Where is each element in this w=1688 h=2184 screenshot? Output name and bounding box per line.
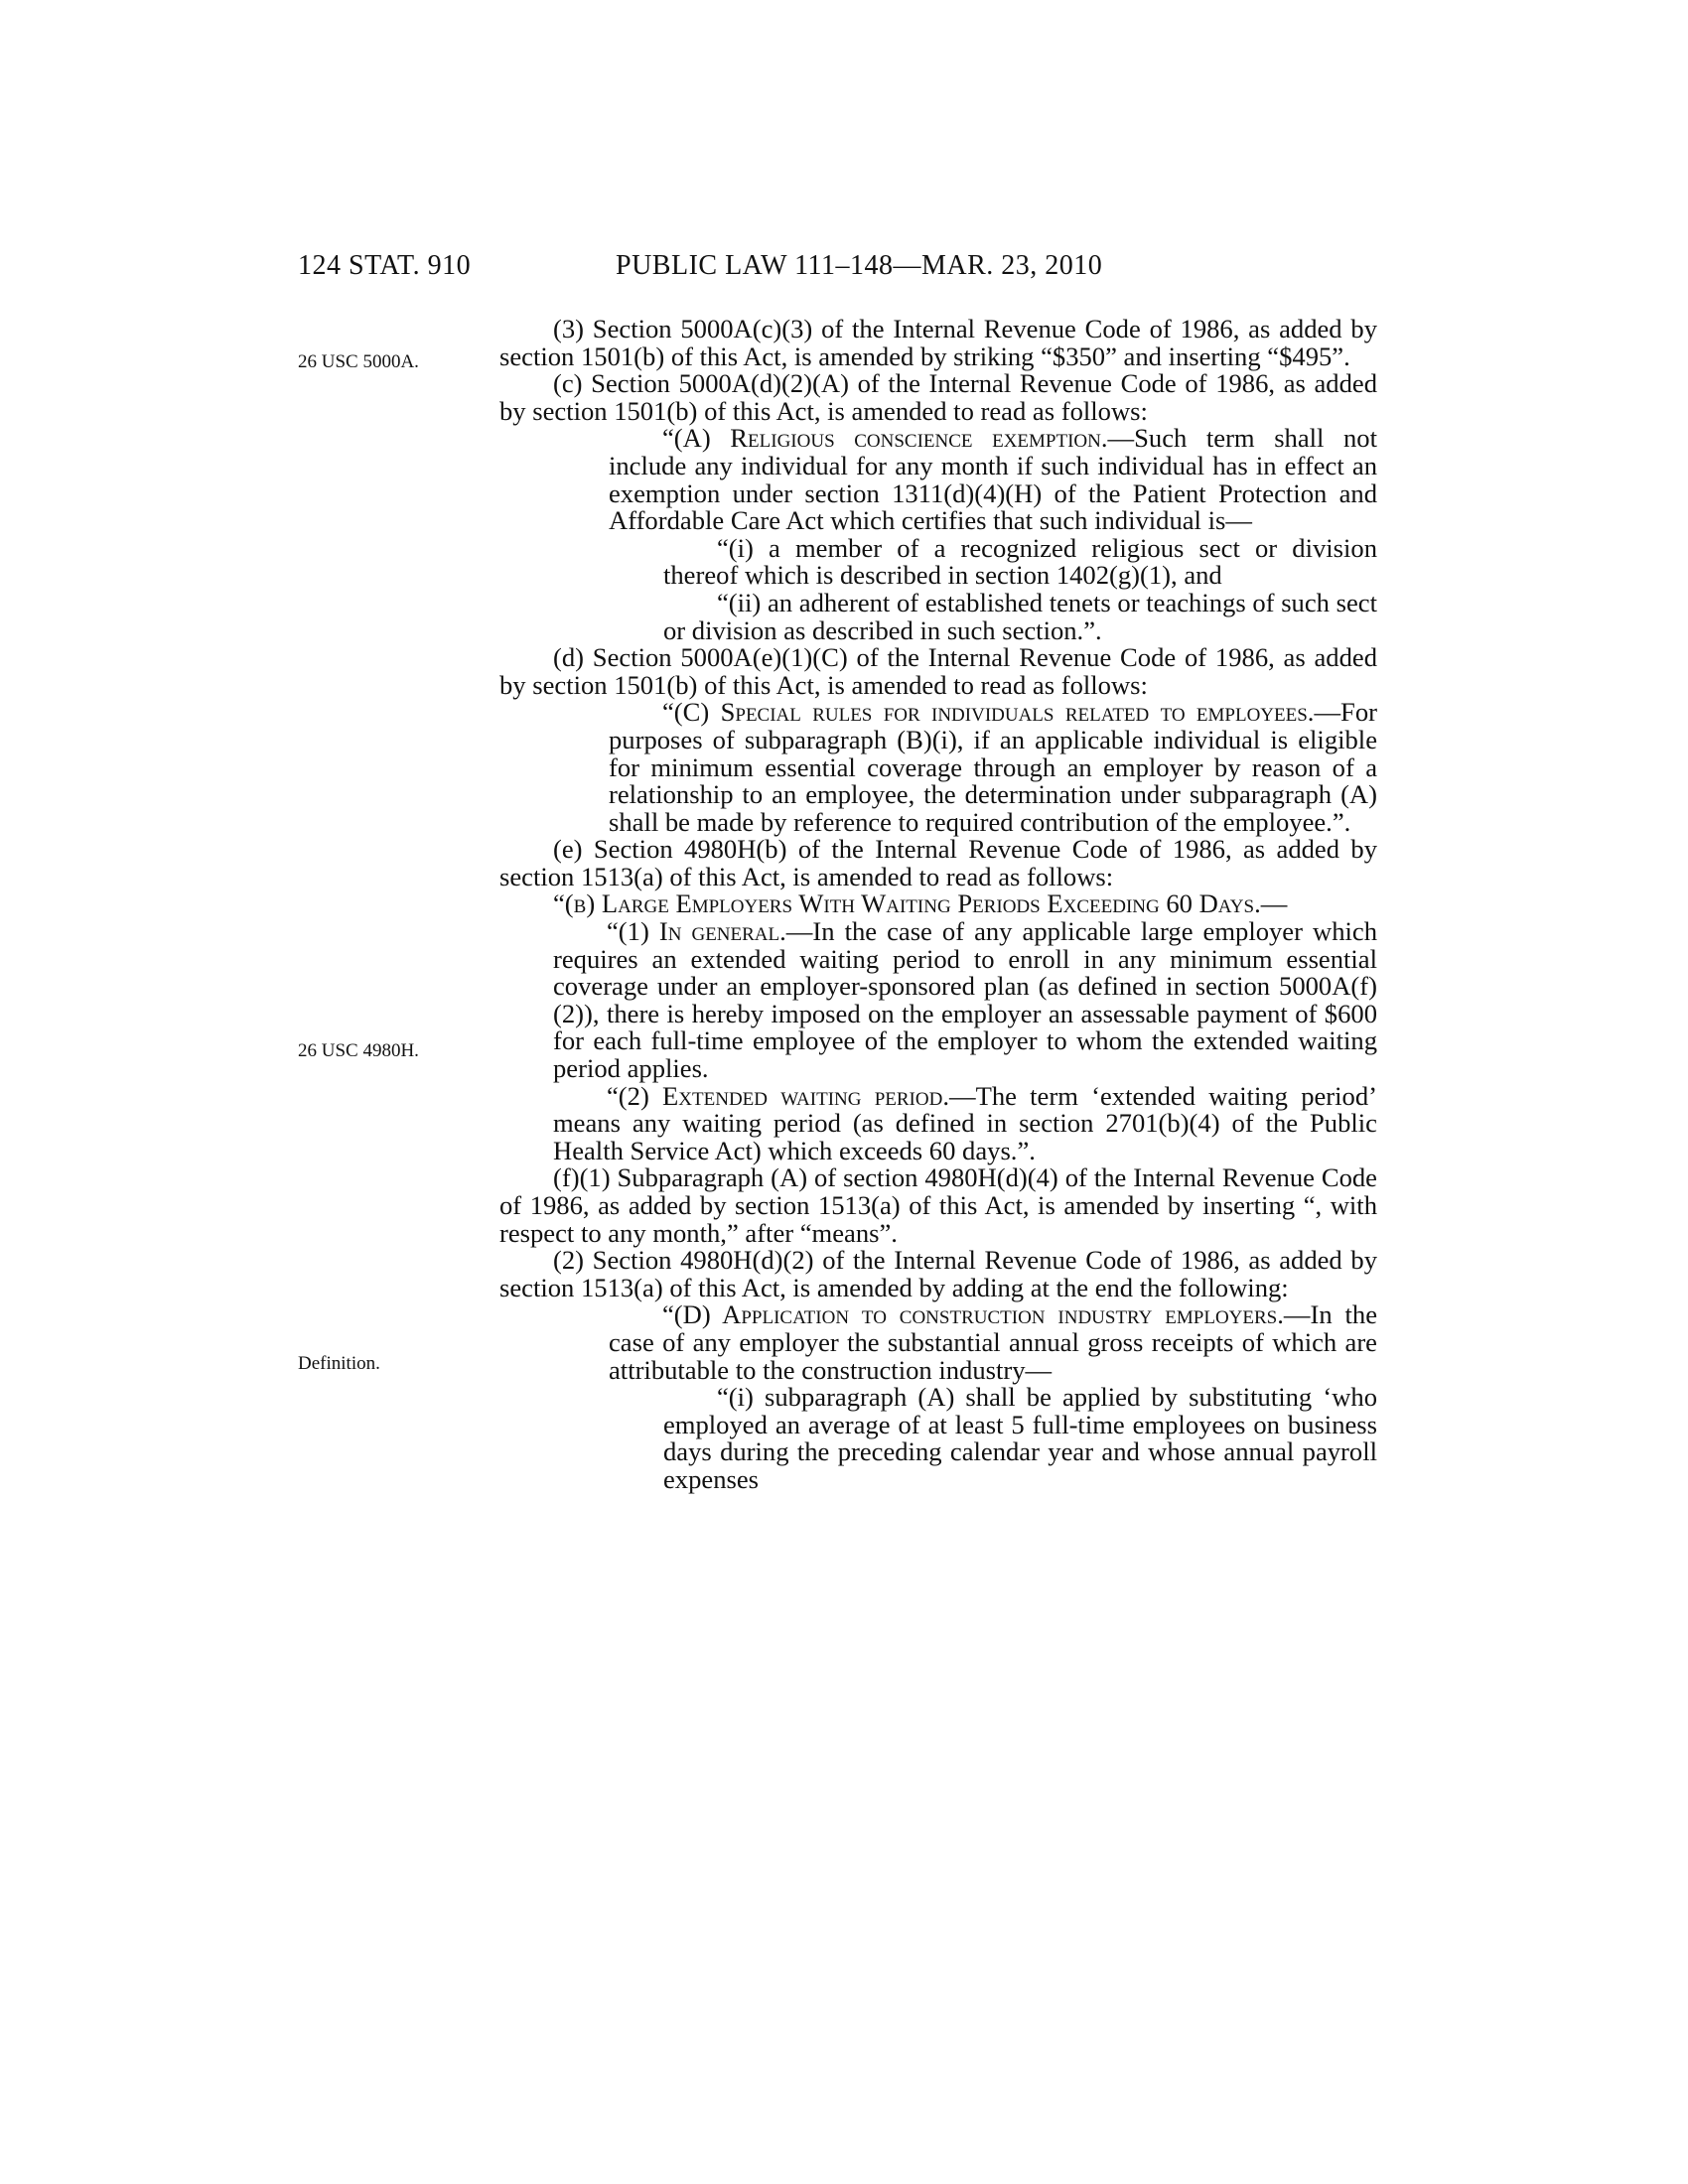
paragraph-D [609, 1301, 1377, 1384]
paragraph-C-text: —For purposes of subparagraph (B)(i), if an applicable individual is eligible for minimum essential coverage through an employer by reason of a relationship to an employee, the determination under subparagraph (A) shall be made by reference to required contribution of the employee.”. [609, 697, 1377, 837]
clause-D-i: “(i) subparagraph (A) shall be applied by substituting ‘who employed an average of at least 5 full-time employees on business days during the preceding calendar year and whose annual payroll expenses [663, 1382, 1377, 1494]
paragraph-2-text: —The term ‘extended waiting period’ means any waiting period (as defined in section 2701(b)(4) of the Public Health Service Act) which exceeds 60 days.”. [553, 1080, 1377, 1165]
heading-extended-waiting: “(2) Extended waiting period. [607, 1080, 949, 1111]
paragraph-f2: (2) Section 4980H(d)(2) of the Internal Revenue Code of 1986, as added by section 1513(a) of this Act, is amended by adding at the end the following: [499, 1245, 1377, 1302]
paragraph-e: (e) Section 4980H(b) of the Internal Revenue Code of 1986, as added by section 1513(a) of this Act, is amended to read as follows: [499, 834, 1377, 891]
clause-ii: “(ii) an adherent of established tenets or teachings of such sect or division as described in such section.”. [663, 587, 1377, 645]
paragraph-d: (d) Section 5000A(e)(1)(C) of the Internal Revenue Code of 1986, as added by section 1501(b) of this Act, is amended to read as follows: [499, 642, 1377, 700]
heading-large-employers: “(b) Large Employers With Waiting Periods Exceeding 60 Days. [553, 888, 1261, 919]
margin-note-usc-4980h: 26 USC 4980H. [298, 1040, 419, 1061]
margin-note-definition: Definition. [298, 1353, 380, 1374]
paragraph-b-dash: — [1260, 888, 1288, 919]
quoted-block-clauses [499, 532, 1377, 645]
quoted-block-D [499, 1301, 1377, 1384]
paragraph-1 [553, 918, 1377, 1083]
paragraph-3: (3) Section 5000A(c)(3) of the Internal Revenue Code of 1986, as added by section 1501(b) of this Act, is amended by striking “$350” and inserting “$495”. [499, 314, 1377, 371]
quoted-block-D-clauses [499, 1384, 1377, 1493]
quoted-block-C [499, 699, 1377, 836]
paragraph-A [609, 425, 1377, 534]
heading-construction-industry: “(D) Application to construction industry employers. [662, 1299, 1284, 1330]
margin-note-usc-5000a: 26 USC 5000A. [298, 351, 419, 372]
paragraph-A-text: —Such term shall not include any individual for any month if such individual has in effect an exemption under section 1311(d)(4)(H) of the Patient Protection and Affordable Care Act which certifies that such individual is— [609, 423, 1377, 536]
heading-religious-conscience: “(A) Religious conscience exemption. [662, 423, 1108, 454]
paragraph-b-heading [499, 890, 1377, 918]
paragraph-C [609, 699, 1377, 836]
paragraph-f1: (f)(1) Subparagraph (A) of section 4980H(d)(4) of the Internal Revenue Code of 1986, as added by section 1513(a) of this Act, is amended by inserting “, with respect to any month,” after “means”. [499, 1162, 1377, 1248]
quoted-block-A [499, 425, 1377, 534]
law-title: PUBLIC LAW 111–148—MAR. 23, 2010 [616, 250, 1103, 281]
paragraph-2 [553, 1080, 1377, 1165]
heading-special-rules: “(C) Special rules for individuals related to employees. [662, 697, 1315, 728]
page-number: 124 STAT. 910 [298, 250, 472, 281]
paragraph-D-text: —In the case of any employer the substantial annual gross receipts of which are attributable to the construction industry— [609, 1299, 1377, 1385]
statute-body [499, 316, 1377, 1494]
quoted-block-b [499, 918, 1377, 1164]
paragraph-1-text: —In the case of any applicable large employer which requires an extended waiting period to enroll in any minimum essential coverage under an employer-sponsored plan (as defined in section 5000A(f)(2)), there is hereby imposed on the employer an assessable payment of $600 for each full-time employee of the employer to whom the extended waiting period applies. [553, 916, 1377, 1084]
heading-in-general: “(1) In general. [607, 916, 786, 947]
clause-i: “(i) a member of a recognized religious sect or division thereof which is described in section 1402(g)(1), and [663, 532, 1377, 591]
paragraph-c: (c) Section 5000A(d)(2)(A) of the Internal Revenue Code of 1986, as added by section 1501(b) of this Act, is amended to read as follows: [499, 368, 1377, 426]
